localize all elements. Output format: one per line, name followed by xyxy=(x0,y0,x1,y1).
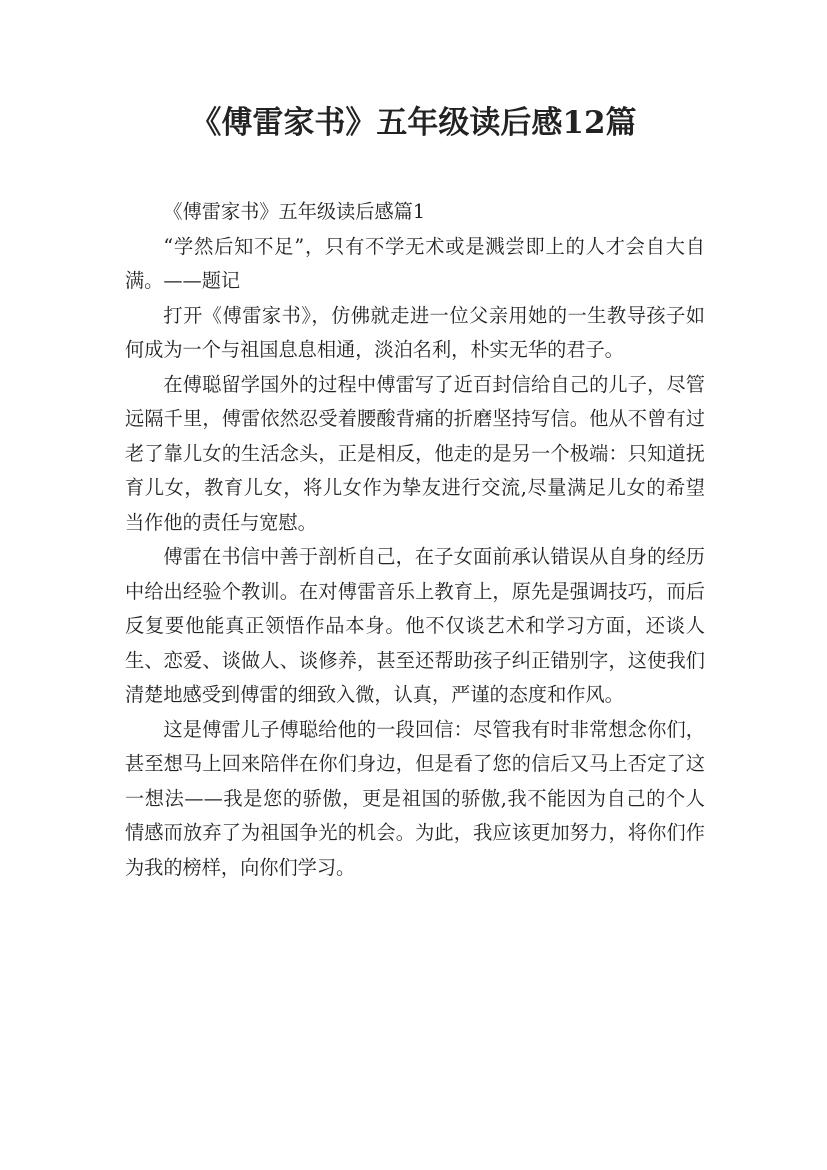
paragraph-letters: 在傅聪留学国外的过程中傅雷写了近百封信给自己的儿子，尽管远隔千里，傅雷依然忍受着腰酸背痛的折磨坚持写信。他从不曾有过老了靠儿女的生活念头，正是相反，他走的是另一个极端：只知道抚育儿女，教育儿女，将儿女作为挚友进行交流,尽量满足儿女的希望当作他的责任与宽慰。 xyxy=(125,372,705,534)
document-title: 《傅雷家书》五年级读后感12篇 xyxy=(190,105,637,141)
section-heading: 《傅雷家书》五年级读后感篇1 xyxy=(163,200,426,223)
paragraph-self-analysis: 傅雷在书信中善于剖析自己，在子女面前承认错误从自身的经历中给出经验个教训。在对傅雷音乐上教育上，原先是强调技巧，而后反复要他能真正领悟作品本身。他不仅谈艺术和学习方面，还谈人生、恋爱、谈做人、谈修养，甚至还帮助孩子纠正错别字，这使我们清楚地感受到傅雷的细致入微，认真，严谨的态度和作风。 xyxy=(125,545,705,706)
paragraph-reply: 这是傅雷儿子傅聪给他的一段回信：尽管我有时非常想念你们，甚至想马上回来陪伴在你们身边，但是看了您的信后又马上否定了这一想法——我是您的骄傲，更是祖国的骄傲,我不能因为自己的个人情感而放弃了为祖国争光的机会。为此，我应该更加努力，将你们作为我的榜样，向你们学习。 xyxy=(125,717,705,879)
paragraph-intro: 打开《傅雷家书》，仿佛就走进一位父亲用她的一生教导孩子如何成为一个与祖国息息相通，淡泊名利，朴实无华的君子。 xyxy=(125,303,705,361)
paragraph-epigraph: “学然后知不足”，只有不学无术或是溅尝即上的人才会自大自满。——题记 xyxy=(125,234,705,292)
document-body xyxy=(125,195,705,885)
